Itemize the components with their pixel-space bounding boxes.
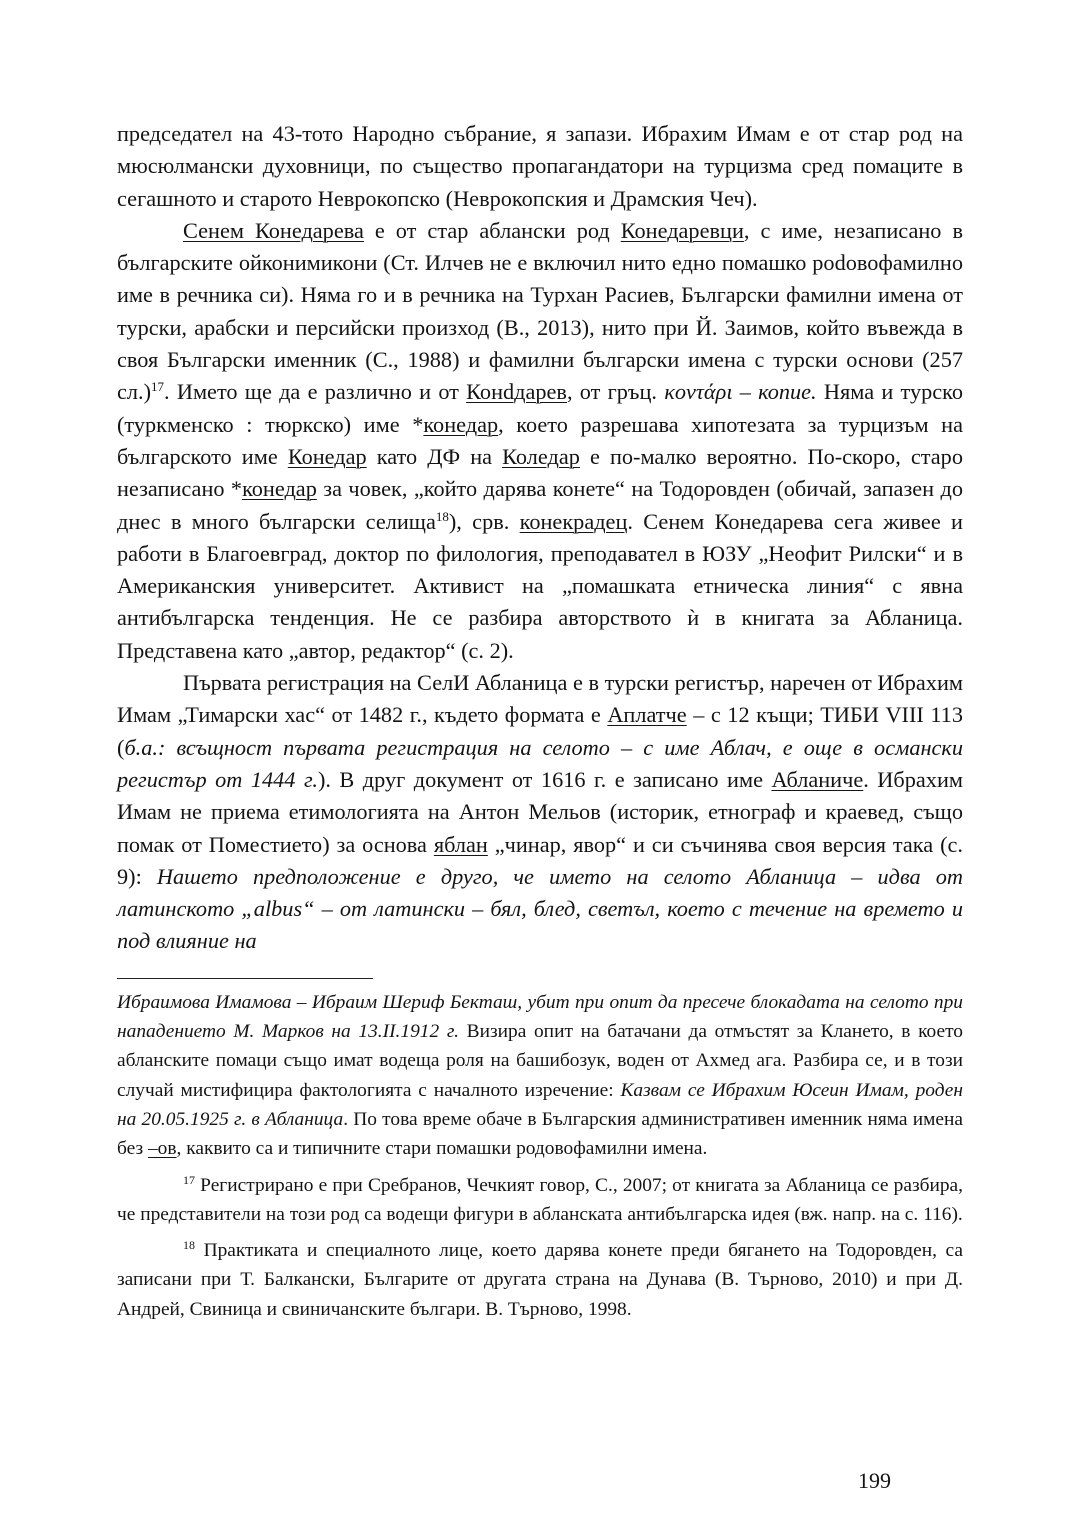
paragraph-3: Първата регистрация на СелИ Абланица е в турски регистър, наречен от Ибрахим Имам „Тимарски хас“ от 1482 г., където формата е Аплатче – с 12 къщи; ТИБИ VIII 113 (б.а.: всъщност първата регистрация на селото – с име Аблач, е още в османски регистър от 1444 г.). В друг документ от 1616 г. е записано име Абланиче. Ибрахим Имам не приема етимологията на Антон Мельов (историк, етнограф и краевед, също помак от Поместието) за основа яблан „чинар, явор“ и си съчинява своя версия така (с. 9): Нашето предположение е друго, че името на селото Абланица – идва от латинското „albus“ – от латински – бял, блед, светъл, което с течение на времето и под влияние на bbox=[117, 670, 964, 954]
underlined-name: конекрадец bbox=[519, 508, 628, 534]
main-text bbox=[117, 118, 963, 958]
footnote-ref: 17 bbox=[151, 379, 165, 395]
footnotes bbox=[117, 988, 963, 1324]
paragraph-2: Сенем Конедарева е от стар аблански род Конедаревци, с име, незаписано в българските ойконимикони (Ст. Илчев не е включил нито едно помашко роdовофамилно име в речника си). Няма го и в речника на Турхан Расиев, Български фамилни имена от турски, арабски и персийски произход (В., 2013), нито при Й. Заимов, който въвежда в своя Български именник (С., 1988) и фамилни български имена с турски основи (257 сл.)$^{17}$. Името ще да е различно и от Конdдарев, от гръц. κοντάρι – копие. Няма и турско (туркменско : тюркско) име *конедар, което разрешава хипотезата за турцизъм на българското име Конедар като ДФ на Коледар е по-малко вероятно. По-скоро, старо незаписано *конедар за човек, „който дарява конете“ на Тодоровден (обичай, запазен до днес в много български селища$^{18}$), срв. конекрадец. Сенем Конедарева сега живее и работи в Благоевград, доктор по филология, преподавател в ЮЗУ „Неофит Рилски“ и в Американския университет. Активист на „помашката етническа линия“ с явна антибългарска тенденция. Не се разбира авторството ѝ в книгата за Абланица. Представена като „автор, редактор“ (с. 2). bbox=[117, 217, 963, 663]
italic-note: б.а.: всъщност първата регистрация на селото – с име Аблач, е още в османски регистър от 1444 г. bbox=[117, 734, 963, 792]
italic-quote: Нашето предположение е друго, че името на селото Абланица – идва от латинското „albus“ – от латински – бял, блед, светъл, което с течение на времето и под влияние на bbox=[117, 863, 964, 954]
underlined-name: Сенем Конедарева bbox=[183, 217, 364, 243]
underlined-suffix: –ов bbox=[147, 1138, 177, 1160]
footnote-divider bbox=[117, 978, 373, 979]
underlined-name: Конdдарев bbox=[466, 379, 567, 405]
footnote-18: $^{18}$ Практиката и специалното лице, което дарява конете преди бягането на Тодоровден, са записани при Т. Балкански, Българите от другата страна на Дунава (В. Търново, 2010) и при Д. Андрей, Свиница и свиничанските българи. В. Търново, 1998. bbox=[117, 1238, 963, 1320]
book-page bbox=[117, 118, 963, 1324]
underlined-name: Конедар bbox=[287, 443, 367, 469]
underlined-name: Аплатче bbox=[607, 702, 687, 728]
page-number: 199 bbox=[858, 1468, 891, 1493]
underlined-name: Коледар bbox=[502, 443, 580, 469]
underlined-name: конедар bbox=[423, 411, 499, 437]
footnote-number: 18 bbox=[183, 1238, 195, 1253]
underlined-name: яблан bbox=[433, 831, 488, 857]
footnote-ref: 18 bbox=[435, 508, 449, 524]
footnote-continued: Ибраимова Имамова – Ибраим Шериф Бекташ, убит при опит да пресече блокадата на селото при нападението М. Марков на 13.II.1912 г. Визира опит на батачани да отмъстят за Клането, в което абланските помаци също имат водеща роля на башибозук, воден от Ахмед ага. Разбира се, и в този случай мистифицира фактологията с началното изречение: Казвам се Ибрахим Юсеин Имам, роден на 20.05.1925 г. в Абланица. По това време обаче в Българския административен именник няма имена без –ов, каквито са и типичните стари помашки родовофамилни имена. bbox=[117, 991, 964, 1160]
footnote-17: $^{17}$ Регистрирано е при Сребранов, Чечкият говор, С., 2007; от книгата за Абланица се разбира, че представители на този род са водещи фигури в абланската антибългарска идея (вж. напр. на с. 116). bbox=[117, 1172, 963, 1225]
footnote-number: 17 bbox=[183, 1172, 195, 1187]
underlined-name: Абланиче bbox=[771, 766, 864, 792]
underlined-name: конедар bbox=[242, 476, 317, 502]
underlined-name: Конедаревци bbox=[620, 217, 744, 243]
paragraph-1: председател на 43-тото Народно събрание, я запази. Ибрахим Имам е от стар род на мюсюлмански духовници, по същество пропагандатори на турцизма сред помаците в сегашното и старото Неврокопско (Неврокопския и Драмския Чеч). bbox=[117, 121, 963, 211]
italic-term: κοντάρι – копие. bbox=[664, 379, 817, 405]
